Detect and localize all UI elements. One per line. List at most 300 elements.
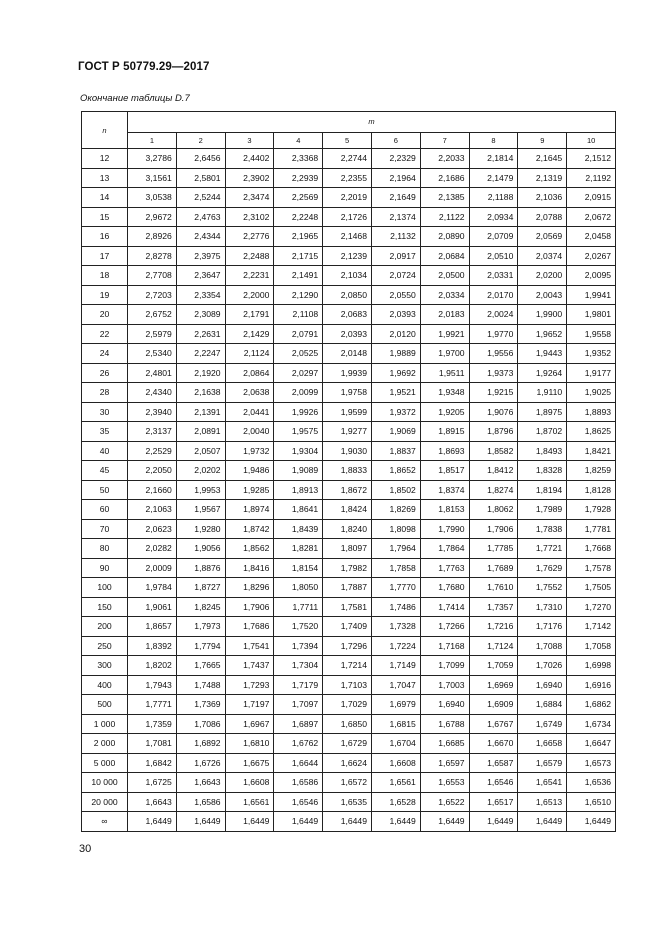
table-head <box>82 112 616 149</box>
row-label-n: 20 000 <box>82 792 128 812</box>
table-cell: 2,0024 <box>469 305 518 325</box>
table-cell: 2,3354 <box>176 285 225 305</box>
table-cell: 2,2231 <box>225 266 274 286</box>
table-cell: 2,0200 <box>518 266 567 286</box>
table-cell: 2,0890 <box>420 227 469 247</box>
table-cell: 1,7770 <box>371 578 420 598</box>
table-cell: 1,9521 <box>371 383 420 403</box>
row-label-n: 80 <box>82 539 128 559</box>
table-row <box>82 168 616 188</box>
table-cell: 1,9889 <box>371 344 420 364</box>
table-cell: 2,2939 <box>274 168 323 188</box>
table-cell: 1,9373 <box>469 363 518 383</box>
table-cell: 1,7059 <box>469 656 518 676</box>
table-cell: 2,1063 <box>128 500 177 520</box>
table-cell: 1,6749 <box>518 714 567 734</box>
table-cell: 1,7520 <box>274 617 323 637</box>
table-cell: 2,0684 <box>420 246 469 266</box>
table-cell: 2,1649 <box>371 188 420 208</box>
row-label-n: 150 <box>82 597 128 617</box>
table-cell: 3,0538 <box>128 188 177 208</box>
table-cell: 1,7103 <box>323 675 372 695</box>
table-row <box>82 734 616 754</box>
table-cell: 1,6979 <box>371 695 420 715</box>
table-cell: 2,0623 <box>128 519 177 539</box>
table-cell: 1,9921 <box>420 324 469 344</box>
table-cell: 2,2050 <box>128 461 177 481</box>
table-row <box>82 675 616 695</box>
table-row <box>82 227 616 247</box>
table-cell: 2,1638 <box>176 383 225 403</box>
row-header-n: n <box>82 112 128 149</box>
table-cell: 2,0683 <box>323 305 372 325</box>
column-header: 2 <box>176 132 225 148</box>
table-cell: 1,6726 <box>176 753 225 773</box>
table-cell: 2,1965 <box>274 227 323 247</box>
table-cell: 2,0099 <box>274 383 323 403</box>
table-cell: 1,9486 <box>225 461 274 481</box>
table-cell: 2,5340 <box>128 344 177 364</box>
table-cell: 1,9758 <box>323 383 372 403</box>
table-cell: 2,0791 <box>274 324 323 344</box>
table-cell: 2,7708 <box>128 266 177 286</box>
table-cell: 1,6449 <box>567 812 616 832</box>
table-row <box>82 188 616 208</box>
table-row <box>82 402 616 422</box>
table-cell: 2,0864 <box>225 363 274 383</box>
table-cell: 1,6449 <box>128 812 177 832</box>
table-cell: 1,6513 <box>518 792 567 812</box>
table-cell: 1,6535 <box>323 792 372 812</box>
table-cell: 2,7203 <box>128 285 177 305</box>
table-cell: 1,7486 <box>371 597 420 617</box>
row-label-n: 19 <box>82 285 128 305</box>
table-cell: 2,2019 <box>323 188 372 208</box>
row-label-n: 5 000 <box>82 753 128 773</box>
table-row <box>82 714 616 734</box>
table-cell: 1,9558 <box>567 324 616 344</box>
row-label-n: 70 <box>82 519 128 539</box>
table-cell: 1,7224 <box>371 636 420 656</box>
table-cell: 1,7003 <box>420 675 469 695</box>
table-cell: 1,9352 <box>567 344 616 364</box>
table-cell: 2,2776 <box>225 227 274 247</box>
table-cell: 1,7887 <box>323 578 372 598</box>
table-cell: 1,7721 <box>518 539 567 559</box>
table-cell: 1,7838 <box>518 519 567 539</box>
table-cell: 1,8153 <box>420 500 469 520</box>
table-row <box>82 656 616 676</box>
row-label-n: 10 000 <box>82 773 128 793</box>
table-cell: 2,4344 <box>176 227 225 247</box>
table-cell: 1,9732 <box>225 441 274 461</box>
table-cell: 1,8652 <box>371 461 420 481</box>
table-caption: Окончание таблицы D.7 <box>80 93 190 104</box>
table-cell: 1,8693 <box>420 441 469 461</box>
table-cell: 1,9304 <box>274 441 323 461</box>
table-cell: 1,9372 <box>371 402 420 422</box>
table-cell: 1,8097 <box>323 539 372 559</box>
table-cell: 2,1290 <box>274 285 323 305</box>
table-cell: 1,8281 <box>274 539 323 559</box>
table-cell: 1,9511 <box>420 363 469 383</box>
table-cell: 1,7864 <box>420 539 469 559</box>
table-cell: 1,8672 <box>323 480 372 500</box>
table-cell: 1,7026 <box>518 656 567 676</box>
table-row <box>82 363 616 383</box>
table-cell: 2,4801 <box>128 363 177 383</box>
table-cell: 2,2329 <box>371 149 420 169</box>
table-cell: 1,6734 <box>567 714 616 734</box>
column-header: 10 <box>567 132 616 148</box>
table-cell: 1,7629 <box>518 558 567 578</box>
table-cell: 1,6608 <box>371 753 420 773</box>
table-cell: 1,7394 <box>274 636 323 656</box>
table-row <box>82 617 616 637</box>
table-cell: 1,9025 <box>567 383 616 403</box>
table-cell: 1,8416 <box>225 558 274 578</box>
table-row <box>82 422 616 442</box>
table-row <box>82 597 616 617</box>
table-cell: 2,1124 <box>225 344 274 364</box>
row-label-n: 1 000 <box>82 714 128 734</box>
table-cell: 1,8392 <box>128 636 177 656</box>
table-cell: 2,2033 <box>420 149 469 169</box>
table-cell: 1,7943 <box>128 675 177 695</box>
table-cell: 2,2248 <box>274 207 323 227</box>
column-header: 4 <box>274 132 323 148</box>
table-cell: 1,6522 <box>420 792 469 812</box>
table-cell: 2,0441 <box>225 402 274 422</box>
table-cell: 3,1561 <box>128 168 177 188</box>
table-cell: 1,7357 <box>469 597 518 617</box>
table-cell: 1,8274 <box>469 480 518 500</box>
table-cell: 2,0297 <box>274 363 323 383</box>
table-cell: 2,0917 <box>371 246 420 266</box>
column-header-row <box>82 132 616 148</box>
table-cell: 1,6553 <box>420 773 469 793</box>
row-label-n: 20 <box>82 305 128 325</box>
table-cell: 1,7168 <box>420 636 469 656</box>
table-cell: 1,8727 <box>176 578 225 598</box>
row-label-n: 100 <box>82 578 128 598</box>
table-cell: 1,7858 <box>371 558 420 578</box>
table-cell: 1,9801 <box>567 305 616 325</box>
table-cell: 2,0331 <box>469 266 518 286</box>
table-cell: 1,7488 <box>176 675 225 695</box>
table-cell: 1,6517 <box>469 792 518 812</box>
table-cell: 1,7124 <box>469 636 518 656</box>
table-cell: 1,7964 <box>371 539 420 559</box>
table-cell: 1,7505 <box>567 578 616 598</box>
table-cell: 2,0393 <box>371 305 420 325</box>
table-cell: 1,7785 <box>469 539 518 559</box>
table-cell: 2,8926 <box>128 227 177 247</box>
table-cell: 1,9953 <box>176 480 225 500</box>
column-header: 7 <box>420 132 469 148</box>
table-cell: 2,1374 <box>371 207 420 227</box>
row-label-n: 2 000 <box>82 734 128 754</box>
table-row <box>82 578 616 598</box>
row-label-n: 250 <box>82 636 128 656</box>
table-cell: 2,0267 <box>567 246 616 266</box>
table-cell: 2,0569 <box>518 227 567 247</box>
table-cell: 1,8328 <box>518 461 567 481</box>
row-label-n: 18 <box>82 266 128 286</box>
table-cell: 1,7197 <box>225 695 274 715</box>
table-cell: 1,6449 <box>225 812 274 832</box>
table-cell: 1,6670 <box>469 734 518 754</box>
table-cell: 1,8493 <box>518 441 567 461</box>
table-cell: 2,3902 <box>225 168 274 188</box>
table-cell: 1,6449 <box>420 812 469 832</box>
table-cell: 1,6573 <box>567 753 616 773</box>
table-cell: 1,8702 <box>518 422 567 442</box>
row-label-n: 300 <box>82 656 128 676</box>
table-cell: 2,0374 <box>518 246 567 266</box>
table-cell: 2,0724 <box>371 266 420 286</box>
table-row <box>82 441 616 461</box>
row-label-n: 30 <box>82 402 128 422</box>
table-cell: 2,0915 <box>567 188 616 208</box>
table-row <box>82 753 616 773</box>
table-cell: 1,8424 <box>323 500 372 520</box>
table-row <box>82 266 616 286</box>
table-row <box>82 539 616 559</box>
table-row <box>82 461 616 481</box>
table-cell: 1,8975 <box>518 402 567 422</box>
table-cell: 2,0120 <box>371 324 420 344</box>
table-cell: 1,7989 <box>518 500 567 520</box>
table-cell: 1,6541 <box>518 773 567 793</box>
table-cell: 1,7142 <box>567 617 616 637</box>
table-cell: 2,0282 <box>128 539 177 559</box>
table-cell: 1,6643 <box>128 792 177 812</box>
table-cell: 2,5979 <box>128 324 177 344</box>
table-cell: 1,8913 <box>274 480 323 500</box>
table-cell: 1,7216 <box>469 617 518 637</box>
table-row <box>82 773 616 793</box>
table-row <box>82 324 616 344</box>
table-cell: 1,6561 <box>225 792 274 812</box>
table-cell: 1,9575 <box>274 422 323 442</box>
table-cell: 1,6892 <box>176 734 225 754</box>
table-cell: 2,0891 <box>176 422 225 442</box>
table-cell: 1,8625 <box>567 422 616 442</box>
row-label-n: 45 <box>82 461 128 481</box>
table-cell: 1,9348 <box>420 383 469 403</box>
data-table <box>81 111 616 832</box>
table-cell: 1,7409 <box>323 617 372 637</box>
table-cell: 1,6449 <box>371 812 420 832</box>
table-cell: 2,0638 <box>225 383 274 403</box>
table-row <box>82 149 616 169</box>
column-header: 1 <box>128 132 177 148</box>
table-cell: 1,8974 <box>225 500 274 520</box>
table-cell: 1,8412 <box>469 461 518 481</box>
table-cell: 2,3102 <box>225 207 274 227</box>
table-cell: 1,8915 <box>420 422 469 442</box>
table-cell: 1,7176 <box>518 617 567 637</box>
table-cell: 1,6647 <box>567 734 616 754</box>
table-cell: 1,9784 <box>128 578 177 598</box>
table-cell: 1,7359 <box>128 714 177 734</box>
table-cell: 1,6449 <box>176 812 225 832</box>
table-cell: 2,2355 <box>323 168 372 188</box>
table-cell: 2,3975 <box>176 246 225 266</box>
table-cell: 1,6685 <box>420 734 469 754</box>
table-cell: 2,1920 <box>176 363 225 383</box>
table-cell: 1,6998 <box>567 656 616 676</box>
table-cell: 2,0525 <box>274 344 323 364</box>
table-cell: 2,0850 <box>323 285 372 305</box>
table-cell: 1,8502 <box>371 480 420 500</box>
table-cell: 1,7304 <box>274 656 323 676</box>
column-header: 3 <box>225 132 274 148</box>
table-cell: 1,7928 <box>567 500 616 520</box>
table-cell: 1,9205 <box>420 402 469 422</box>
table-cell: 1,7552 <box>518 578 567 598</box>
table-cell: 1,6528 <box>371 792 420 812</box>
table-cell: 2,2000 <box>225 285 274 305</box>
column-header: 8 <box>469 132 518 148</box>
table-cell: 1,8062 <box>469 500 518 520</box>
table-cell: 2,0183 <box>420 305 469 325</box>
table-cell: 2,1429 <box>225 324 274 344</box>
table-cell: 2,1814 <box>469 149 518 169</box>
table-row <box>82 344 616 364</box>
table-cell: 1,6725 <box>128 773 177 793</box>
table-cell: 2,1385 <box>420 188 469 208</box>
table-cell: 1,7266 <box>420 617 469 637</box>
table-cell: 1,7414 <box>420 597 469 617</box>
table-row <box>82 305 616 325</box>
column-header: 9 <box>518 132 567 148</box>
table-row <box>82 246 616 266</box>
table-cell: 1,7689 <box>469 558 518 578</box>
table-cell: 1,6572 <box>323 773 372 793</box>
table-cell: 1,9030 <box>323 441 372 461</box>
table-row <box>82 812 616 832</box>
table-cell: 1,9692 <box>371 363 420 383</box>
table-cell: 1,9280 <box>176 519 225 539</box>
table-row <box>82 519 616 539</box>
table-cell: 1,6546 <box>274 792 323 812</box>
table-cell: 1,8374 <box>420 480 469 500</box>
table-cell: 1,8240 <box>323 519 372 539</box>
row-label-n: 200 <box>82 617 128 637</box>
table-cell: 2,6752 <box>128 305 177 325</box>
table-cell: 1,6897 <box>274 714 323 734</box>
table-cell: 2,2247 <box>176 344 225 364</box>
table-cell: 1,6788 <box>420 714 469 734</box>
row-label-n: 12 <box>82 149 128 169</box>
table-row <box>82 285 616 305</box>
table-cell: 1,7763 <box>420 558 469 578</box>
table-cell: 1,8194 <box>518 480 567 500</box>
table-cell: 2,1192 <box>567 168 616 188</box>
row-label-n: 14 <box>82 188 128 208</box>
table-row <box>82 636 616 656</box>
table-cell: 1,8098 <box>371 519 420 539</box>
table-cell: 1,9700 <box>420 344 469 364</box>
table-cell: 1,9941 <box>567 285 616 305</box>
table-cell: 2,1512 <box>567 149 616 169</box>
table-cell: 2,5244 <box>176 188 225 208</box>
row-label-n: 50 <box>82 480 128 500</box>
row-label-n: 13 <box>82 168 128 188</box>
table-cell: 1,6916 <box>567 675 616 695</box>
table-row <box>82 383 616 403</box>
table-cell: 1,7047 <box>371 675 420 695</box>
table-cell: 2,0148 <box>323 344 372 364</box>
table-cell: 1,6587 <box>469 753 518 773</box>
table-cell: 2,2569 <box>274 188 323 208</box>
table-cell: 2,4402 <box>225 149 274 169</box>
table-cell: 2,0393 <box>323 324 372 344</box>
table-cell: 2,1122 <box>420 207 469 227</box>
table-cell: 1,6704 <box>371 734 420 754</box>
table-cell: 1,9264 <box>518 363 567 383</box>
table-cell: 2,0550 <box>371 285 420 305</box>
table-cell: 1,7097 <box>274 695 323 715</box>
table-cell: 1,7581 <box>323 597 372 617</box>
table-row <box>82 695 616 715</box>
table-cell: 1,9567 <box>176 500 225 520</box>
table-cell: 1,6624 <box>323 753 372 773</box>
table-cell: 1,6536 <box>567 773 616 793</box>
table-cell: 1,7328 <box>371 617 420 637</box>
table-cell: 2,1645 <box>518 149 567 169</box>
table-cell: 2,1319 <box>518 168 567 188</box>
row-label-n: 500 <box>82 695 128 715</box>
table-cell: 2,0672 <box>567 207 616 227</box>
table-cell: 1,8154 <box>274 558 323 578</box>
table-cell: 2,2529 <box>128 441 177 461</box>
table-cell: 1,8245 <box>176 597 225 617</box>
table-cell: 2,3089 <box>176 305 225 325</box>
table-cell: 1,6608 <box>225 773 274 793</box>
table-cell: 1,7081 <box>128 734 177 754</box>
row-label-n: 26 <box>82 363 128 383</box>
table-cell: 1,9215 <box>469 383 518 403</box>
table-cell: 1,7906 <box>225 597 274 617</box>
group-header-m: m <box>128 112 616 133</box>
table-cell: 2,3474 <box>225 188 274 208</box>
table-cell: 1,6546 <box>469 773 518 793</box>
table-row <box>82 558 616 578</box>
table-cell: 1,6842 <box>128 753 177 773</box>
table-cell: 1,7781 <box>567 519 616 539</box>
table-cell: 1,8876 <box>176 558 225 578</box>
table-cell: 2,1491 <box>274 266 323 286</box>
table-cell: 2,8278 <box>128 246 177 266</box>
table-cell: 1,6767 <box>469 714 518 734</box>
table-cell: 1,8796 <box>469 422 518 442</box>
table-cell: 1,7029 <box>323 695 372 715</box>
table-cell: 1,8742 <box>225 519 274 539</box>
table-cell: 2,0507 <box>176 441 225 461</box>
table-cell: 2,2488 <box>225 246 274 266</box>
table-cell: 2,3137 <box>128 422 177 442</box>
table-cell: 2,0170 <box>469 285 518 305</box>
table-cell: 1,9285 <box>225 480 274 500</box>
row-label-n: 60 <box>82 500 128 520</box>
table-cell: 2,1791 <box>225 305 274 325</box>
row-label-n: 90 <box>82 558 128 578</box>
table-cell: 2,2744 <box>323 149 372 169</box>
table-cell: 2,0934 <box>469 207 518 227</box>
